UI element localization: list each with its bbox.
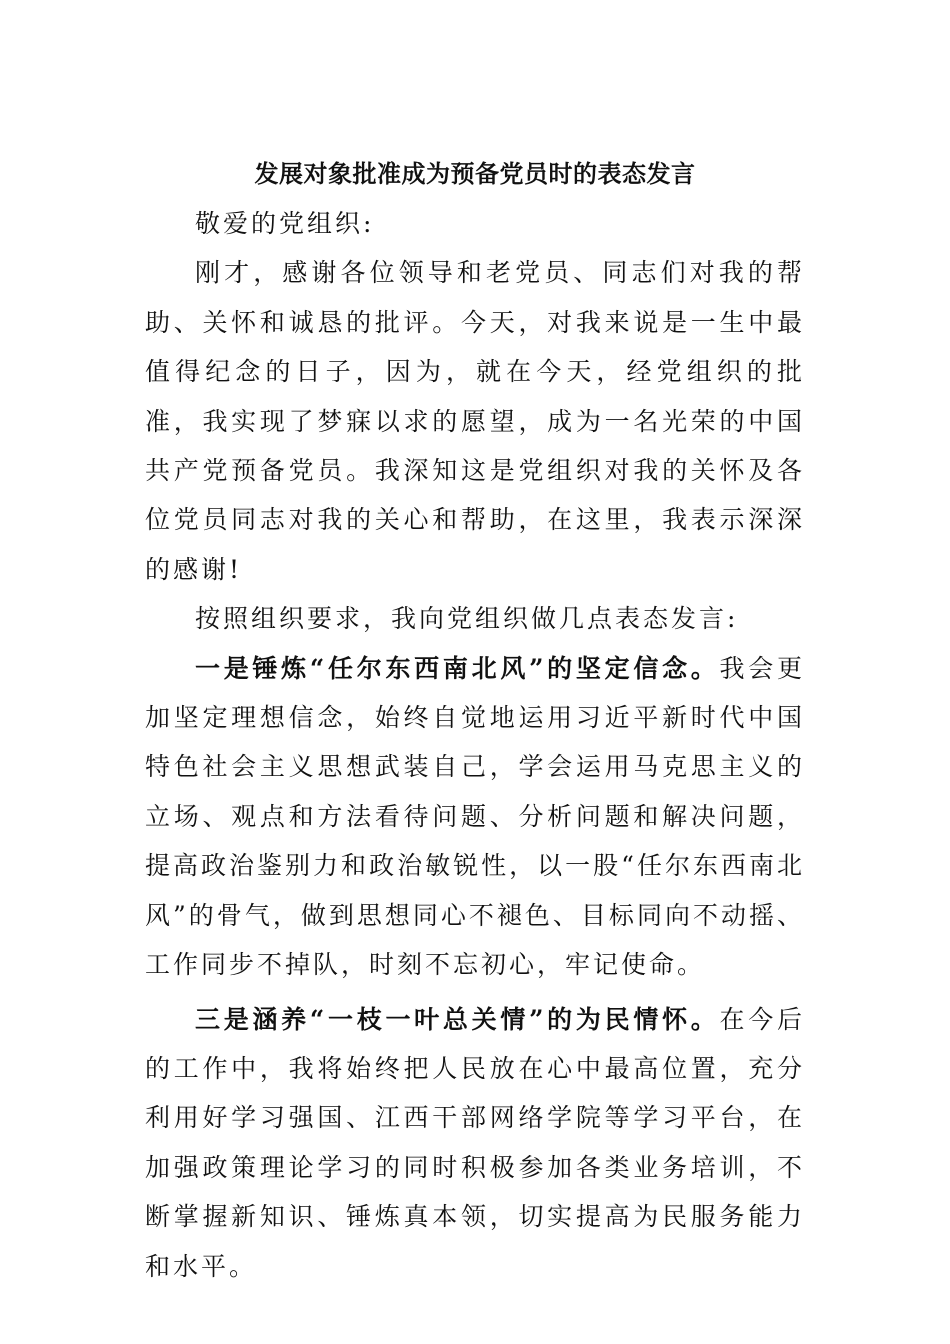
point-three-text: 在今后的工作中，我将始终把人民放在心中最高位置，充分利用好学习强国、江西干部网络学院等学习平台，在加强政策理论学习的同时积极参加各类业务培训，不断掌握新知识、锤炼真本领，切实提高为民服务能力和水平。	[145, 1004, 805, 1281]
document-title: 发展对象批准成为预备党员时的表态发言	[254, 159, 696, 188]
paragraph-thanks: 刚才，感谢各位领导和老党员、同志们对我的帮助、关怀和诚恳的批评。今天，对我来说是一生中最值得纪念的日子，因为，就在今天，经党组织的批准，我实现了梦寐以求的愿望，成为一名光荣的中国共产党预备党员。我深知这是党组织对我的关怀及各位党员同志对我的关心和帮助，在这里，我表示深深的感谢!	[145, 258, 805, 584]
point-three	[145, 995, 805, 1291]
salutation: 敬爱的党组织:	[195, 209, 375, 238]
point-one	[145, 644, 805, 990]
point-three-lead: 三是涵养“一枝一叶总关情”的为民情怀。	[195, 1004, 720, 1034]
point-one-text: 我会更加坚定理想信念，始终自觉地运用习近平新时代中国特色社会主义思想武装自己，学会运用马克思主义的立场、观点和方法看待问题、分析问题和解决问题，提高政治鉴别力和政治敏锐性，以一股“任尔东西南北风”的骨气，做到思想同心不褪色、目标同向不动摇、工作同步不掉队，时刻不忘初心，牢记使命。	[145, 653, 805, 980]
document-body	[145, 199, 805, 1291]
point-one-lead: 一是锤炼“任尔东西南北风”的坚定信念。	[195, 653, 720, 683]
paragraph-intro: 按照组织要求，我向党组织做几点表态发言:	[195, 604, 739, 634]
